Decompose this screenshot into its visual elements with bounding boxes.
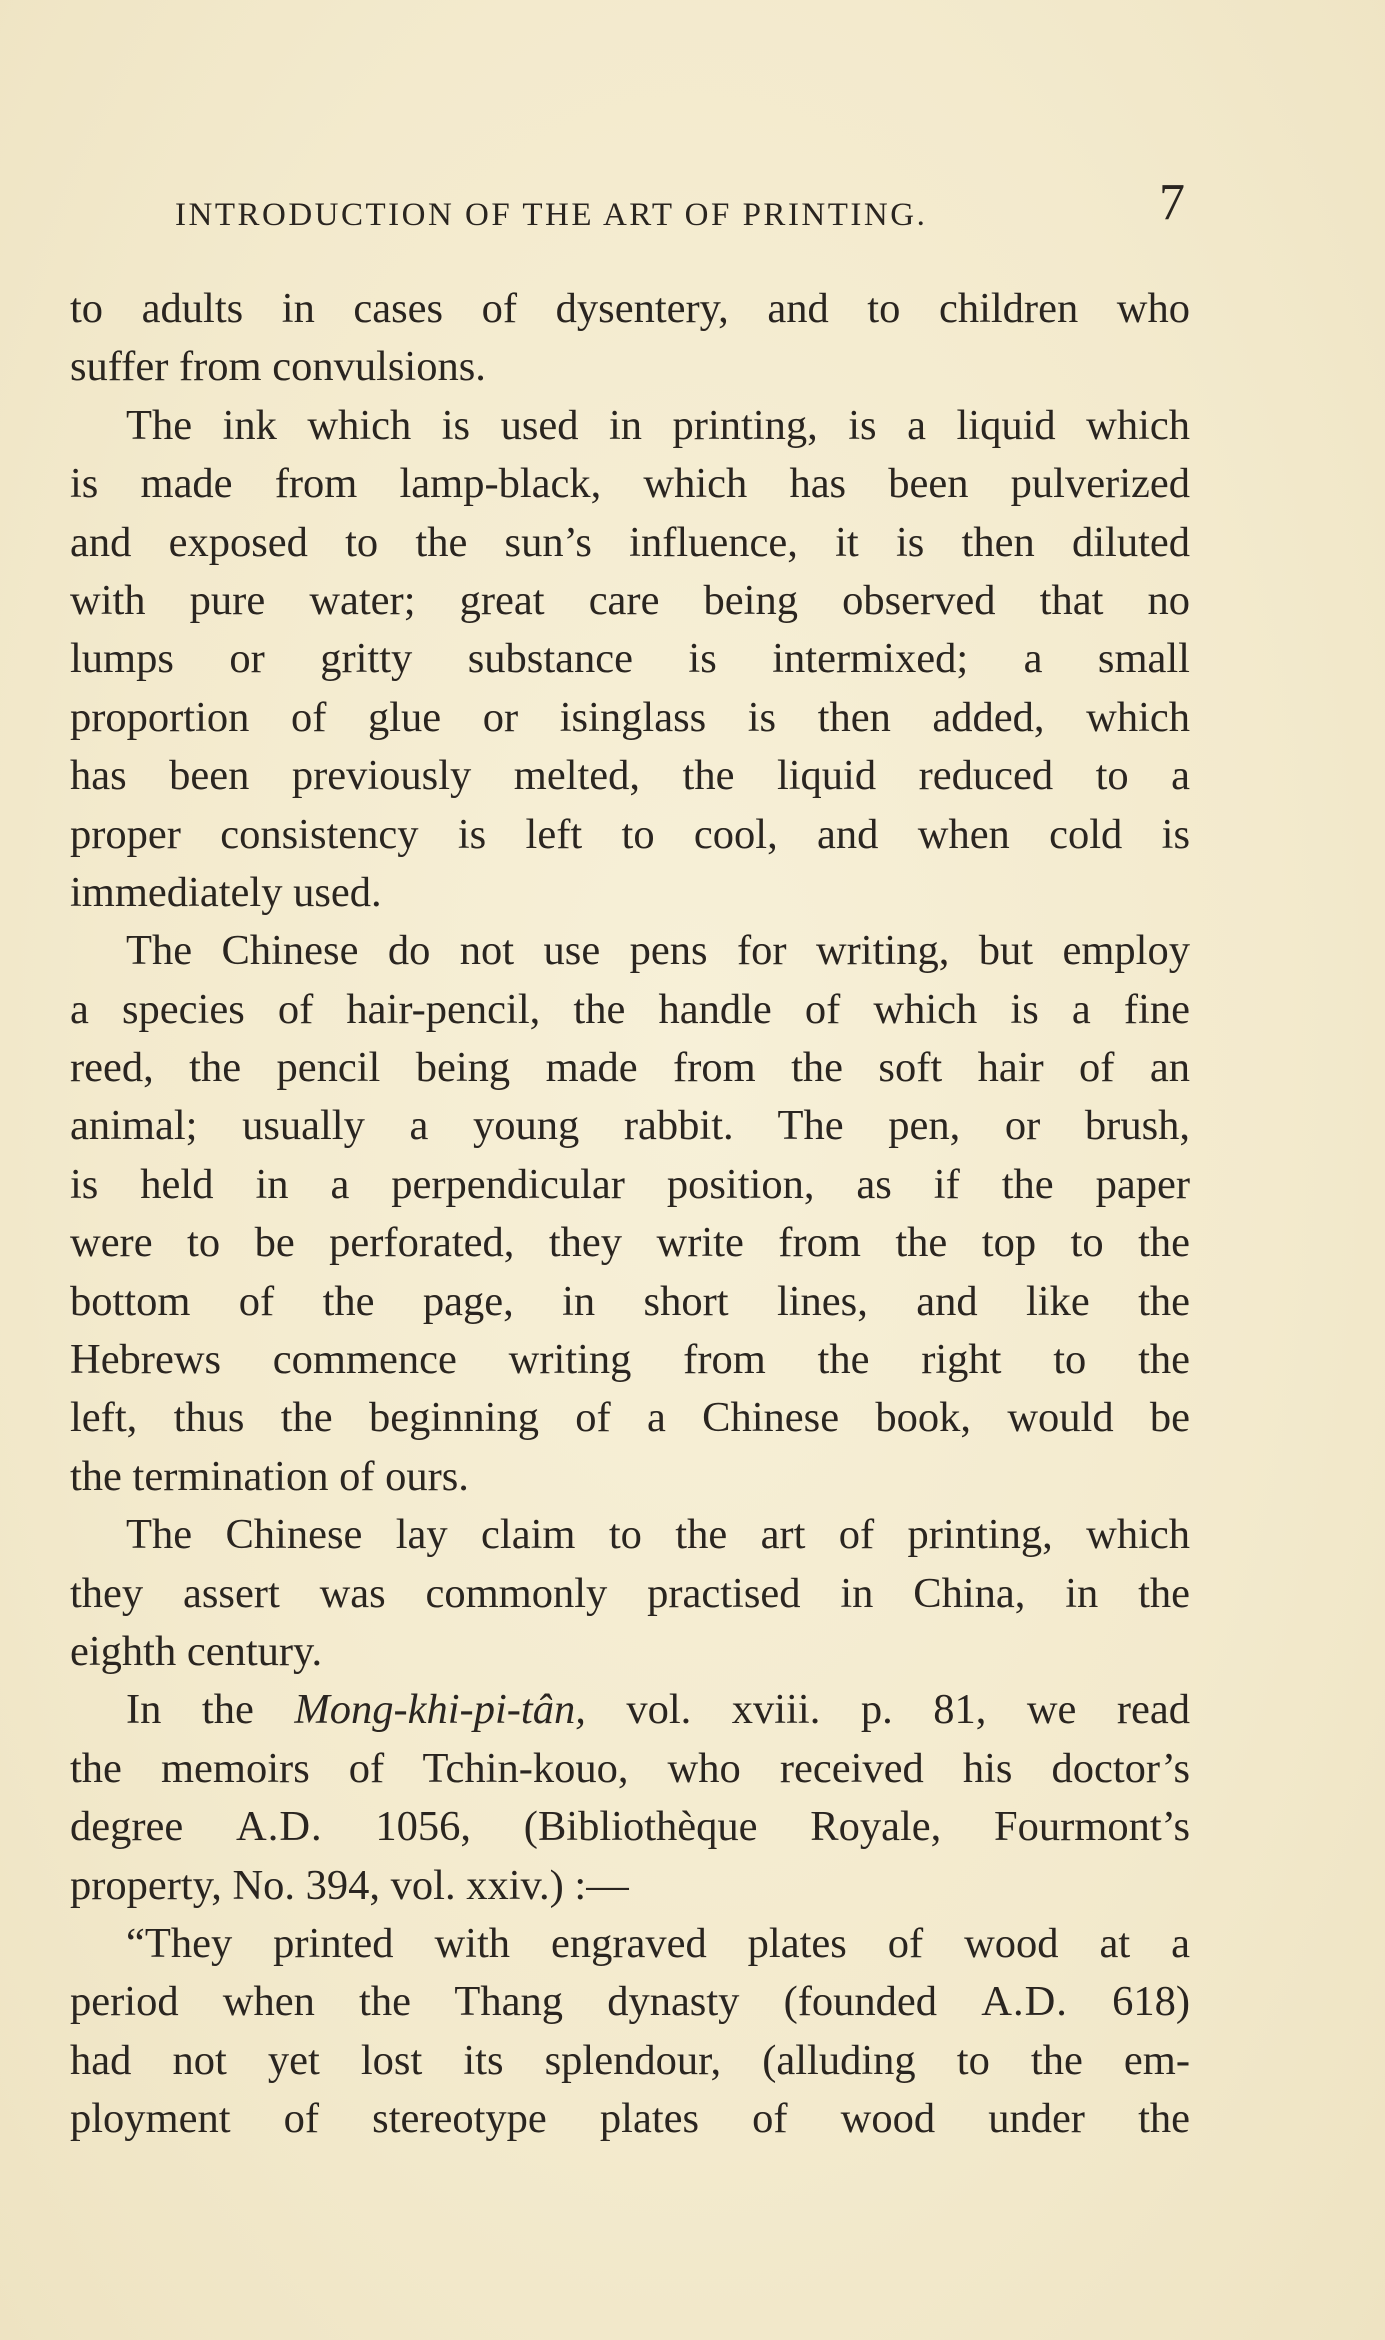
text-line: reed, the pencil being made from the soft hair of an [70, 1044, 1190, 1092]
text-line: The Chinese lay claim to the art of printing, which [126, 1511, 1190, 1559]
body-text [70, 280, 1190, 2149]
text-line-period [70, 1973, 1190, 2031]
text-line: left, thus the beginning of a Chinese book, would be [70, 1394, 1190, 1442]
degree-ad: A.D. [236, 1803, 323, 1851]
text-line-degree [70, 1798, 1190, 1856]
text-line: were to be perforated, they write from the top to the [70, 1219, 1190, 1267]
text-line: suffer from convulsions. [70, 343, 486, 391]
text-line: the memoirs of Tchin-kouo, who received his doctor’s [70, 1744, 1190, 1792]
text-line: ployment of stereotype plates of wood under the [70, 2095, 1190, 2143]
text-line: The Chinese do not use pens for writing, but employ [126, 927, 1190, 975]
text-line: the termination of ours. [70, 1452, 469, 1500]
text-line: proportion of glue or isinglass is then added, which [70, 693, 1190, 741]
text-line: has been previously melted, the liquid reduced to a [70, 752, 1190, 800]
text-line: immediately used. [70, 868, 382, 916]
mong-suffix: vol. xviii. p. 81, we read [626, 1686, 1191, 1734]
degree-suffix: 1056, (Bibliothèque Royale, Fourmont’s [375, 1803, 1191, 1851]
text-line: animal; usually a young rabbit. The pen, or brush, [70, 1102, 1190, 1150]
text-line: is made from lamp-black, which has been pulverized [70, 460, 1190, 508]
period-suffix: 618) [1112, 1978, 1191, 2026]
text-line: and exposed to the sun’s influence, it is then diluted [70, 518, 1190, 566]
text-line-mong [70, 1681, 1190, 1739]
running-title: INTRODUCTION OF THE ART OF PRINTING. [175, 197, 928, 233]
text-line: with pure water; great care being observed that no [70, 576, 1190, 624]
text-line: Hebrews commence writing from the right to the [70, 1336, 1190, 1384]
period-ad: A.D. [981, 1978, 1068, 2026]
degree-prefix: degree [70, 1803, 184, 1851]
text-line: property, No. 394, vol. xxiv.) :— [70, 1861, 629, 1909]
text-line: lumps or gritty substance is intermixed; a small [70, 635, 1190, 683]
text-line: proper consistency is left to cool, and when cold is [70, 810, 1190, 858]
text-line: “They printed with engraved plates of wood at a [126, 1919, 1190, 1967]
text-line: to adults in cases of dysentery, and to children who [70, 285, 1190, 332]
period-prefix: period when the Thang dynasty (founded [70, 1978, 938, 2026]
running-head [175, 174, 1185, 245]
text-line: bottom of the page, in short lines, and like the [70, 1277, 1190, 1325]
text-line: eighth century. [70, 1627, 323, 1675]
mong-prefix: In the [126, 1686, 254, 1734]
page-number: 7 [1159, 174, 1185, 231]
text-line: is held in a perpendicular position, as if the paper [70, 1160, 1190, 1208]
text-line: The ink which is used in printing, is a liquid which [126, 401, 1190, 449]
text-line: a species of hair-pencil, the handle of which is a fine [70, 985, 1190, 1033]
mong-title: Mong-khi-pi-tân, [294, 1686, 586, 1734]
text-line: had not yet lost its splendour, (alluding to the em- [70, 2036, 1190, 2084]
text-line: they assert was commonly practised in China, in the [70, 1569, 1190, 1617]
